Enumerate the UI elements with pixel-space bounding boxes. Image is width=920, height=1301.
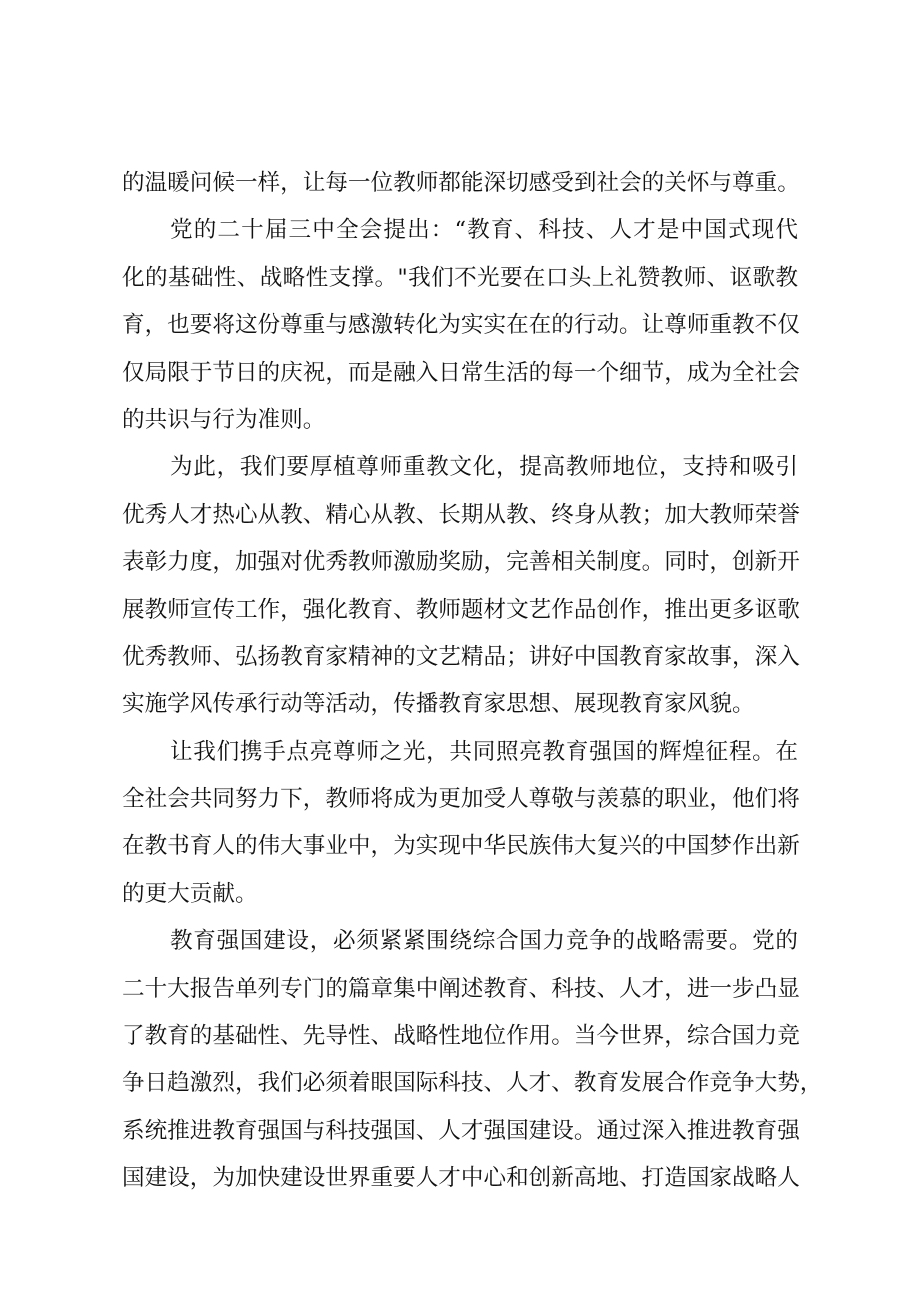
text-line: 仅局限于节日的庆祝，而是融入日常生活的每一个细节，成为全社会: [122, 359, 800, 386]
text-line: 了教育的基础性、先导性、战略性地位作用。当今世界，综合国力竞: [122, 1023, 800, 1050]
text-line: 全社会共同努力下，教师将成为更加受人尊敬与羡慕的职业，他们将: [122, 786, 800, 813]
text-line: 让我们携手点亮尊师之光，共同照亮教育强国的辉煌征程。在: [170, 738, 798, 765]
document-body: [122, 160, 823, 1203]
text-line: 争日趋激烈，我们必须着眼国际科技、人才、教育发展合作竞争大势，: [122, 1070, 823, 1097]
text-line: 在教书育人的伟大事业中，为实现中华民族伟大复兴的中国梦作出新: [122, 833, 800, 860]
text-line: 的共识与行为准则。: [122, 406, 326, 433]
text-line: 的温暖问候一样，让每一位教师都能深切感受到社会的关怀与尊重。: [122, 170, 800, 196]
text-line: 二十大报告单列专门的篇章集中阐述教育、科技、人才，进一步凸显: [122, 975, 800, 1002]
text-line: 为此，我们要厚植尊师重教文化，提高教师地位，支持和吸引: [170, 454, 798, 481]
text-line: 国建设，为加快建设世界重要人才中心和创新高地、打造国家战略人: [122, 1165, 800, 1192]
text-line: 实施学风传承行动等活动，传播教育家思想、展现教育家风貌。: [122, 691, 755, 718]
text-line: 优秀教师、弘扬教育家精神的文艺精品；讲好中国教育家故事，深入: [122, 643, 800, 670]
text-line: 展教师宣传工作，强化教育、教师题材文艺作品创作，推出更多讴歌: [122, 596, 800, 623]
text-line: 化的基础性、战略性支撑。"我们不光要在口头上礼赞教师、讴歌教: [122, 264, 798, 291]
text-line: 优秀人才热心从教、精心从教、长期从教、终身从教；加大教师荣誉: [122, 501, 800, 528]
text-line: 教育强国建设，必须紧紧围绕综合国力竞争的战略需要。党的: [170, 928, 798, 955]
text-line: 党的二十届三中全会提出：“教育、科技、人才是中国式现代: [170, 217, 798, 244]
text-line: 系统推进教育强国与科技强国、人才强国建设。通过深入推进教育强: [122, 1117, 800, 1144]
text-line: 育，也要将这份尊重与感激转化为实实在在的行动。让尊师重教不仅: [122, 312, 800, 339]
text-line: 的更大贡献。: [122, 880, 258, 907]
text-line: 表彰力度，加强对优秀教师激励奖励，完善相关制度。同时，创新开: [122, 549, 800, 576]
